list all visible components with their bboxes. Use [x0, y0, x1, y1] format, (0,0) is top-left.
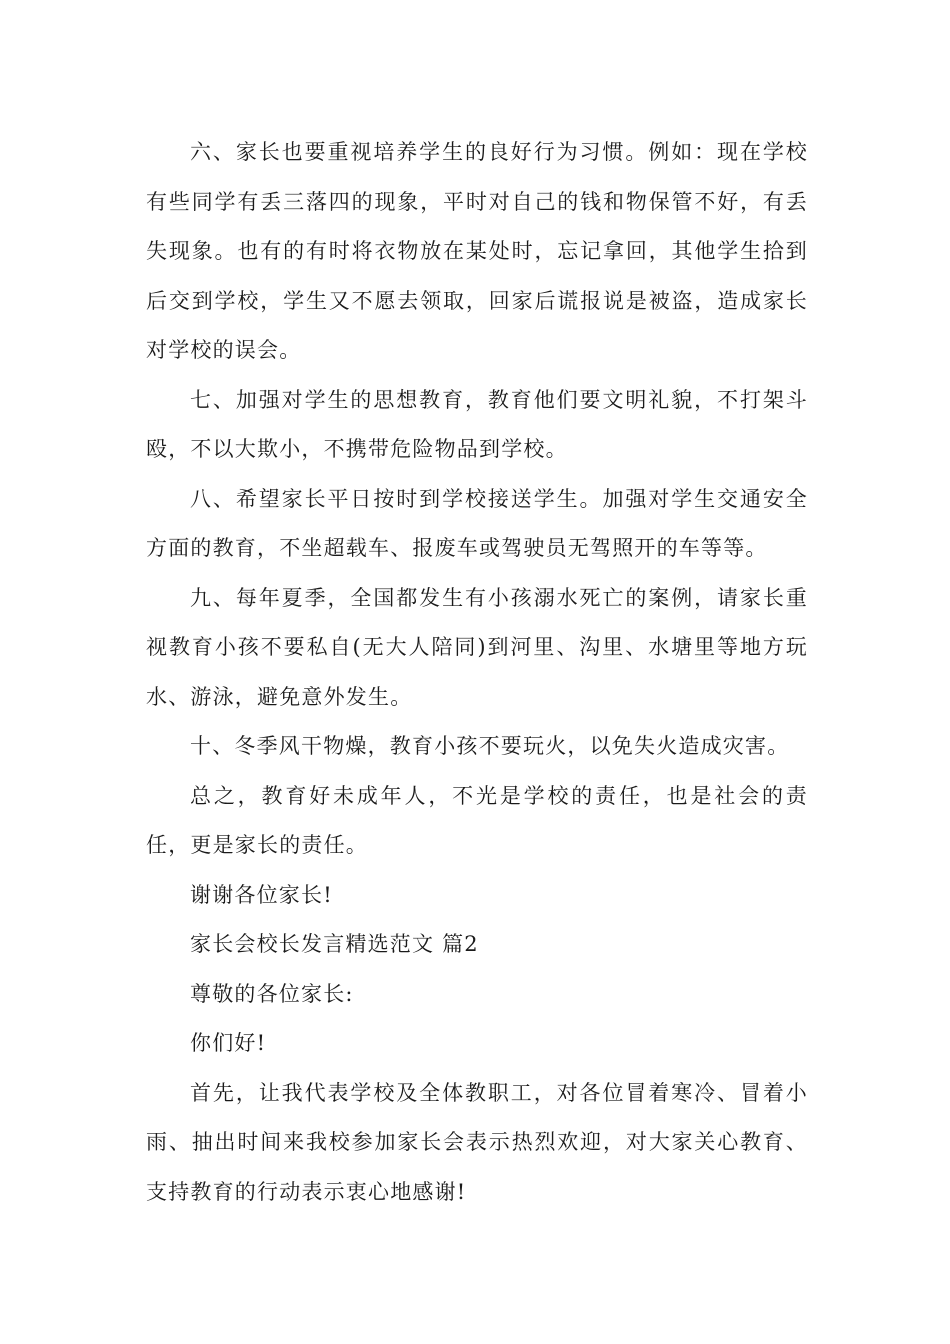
salutation: 尊敬的各位家长:	[190, 981, 354, 1006]
paragraph-item-nine: 九、每年夏季，全国都发生有小孩溺水死亡的案例，请家长重视教育小孩不要私自(无大人陪同)到河里、沟里、水塘里等地方玩水、游泳，避免意外发生。	[146, 585, 808, 709]
document-body	[146, 128, 808, 1217]
paragraph-item-six: 六、家长也要重视培养学生的良好行为习惯。例如：现在学校有些同学有丢三落四的现象，平时对自己的钱和物保管不好，有丢失现象。也有的有时将衣物放在某处时，忘记拿回，其他学生拾到后交到学校，学生又不愿去领取，回家后谎报说是被盗，造成家长对学校的误会。	[146, 140, 808, 362]
greeting: 你们好!	[190, 1031, 267, 1055]
paragraph-thanks: 谢谢各位家长!	[190, 882, 333, 907]
paragraph-summary: 总之，教育好未成年人，不光是学校的责任，也是社会的责任，更是家长的责任。	[146, 783, 808, 857]
section-heading: 家长会校长发言精选范文 篇2	[190, 932, 479, 956]
paragraph-item-seven: 七、加强对学生的思想教育，教育他们要文明礼貌，不打架斗殴，不以大欺小，不携带危险物品到学校。	[146, 387, 808, 461]
paragraph-item-eight: 八、希望家长平日按时到学校接送学生。加强对学生交通安全方面的教育，不坐超载车、报废车或驾驶员无驾照开的车等等。	[146, 486, 808, 560]
paragraph-welcome: 首先，让我代表学校及全体教职工，对各位冒着寒冷、冒着小雨、抽出时间来我校参加家长会表示热烈欢迎，对大家关心教育、支持教育的行动表示衷心地感谢!	[146, 1080, 808, 1204]
paragraph-item-ten: 十、冬季风干物燥，教育小孩不要玩火，以免失火造成灾害。	[190, 734, 790, 758]
